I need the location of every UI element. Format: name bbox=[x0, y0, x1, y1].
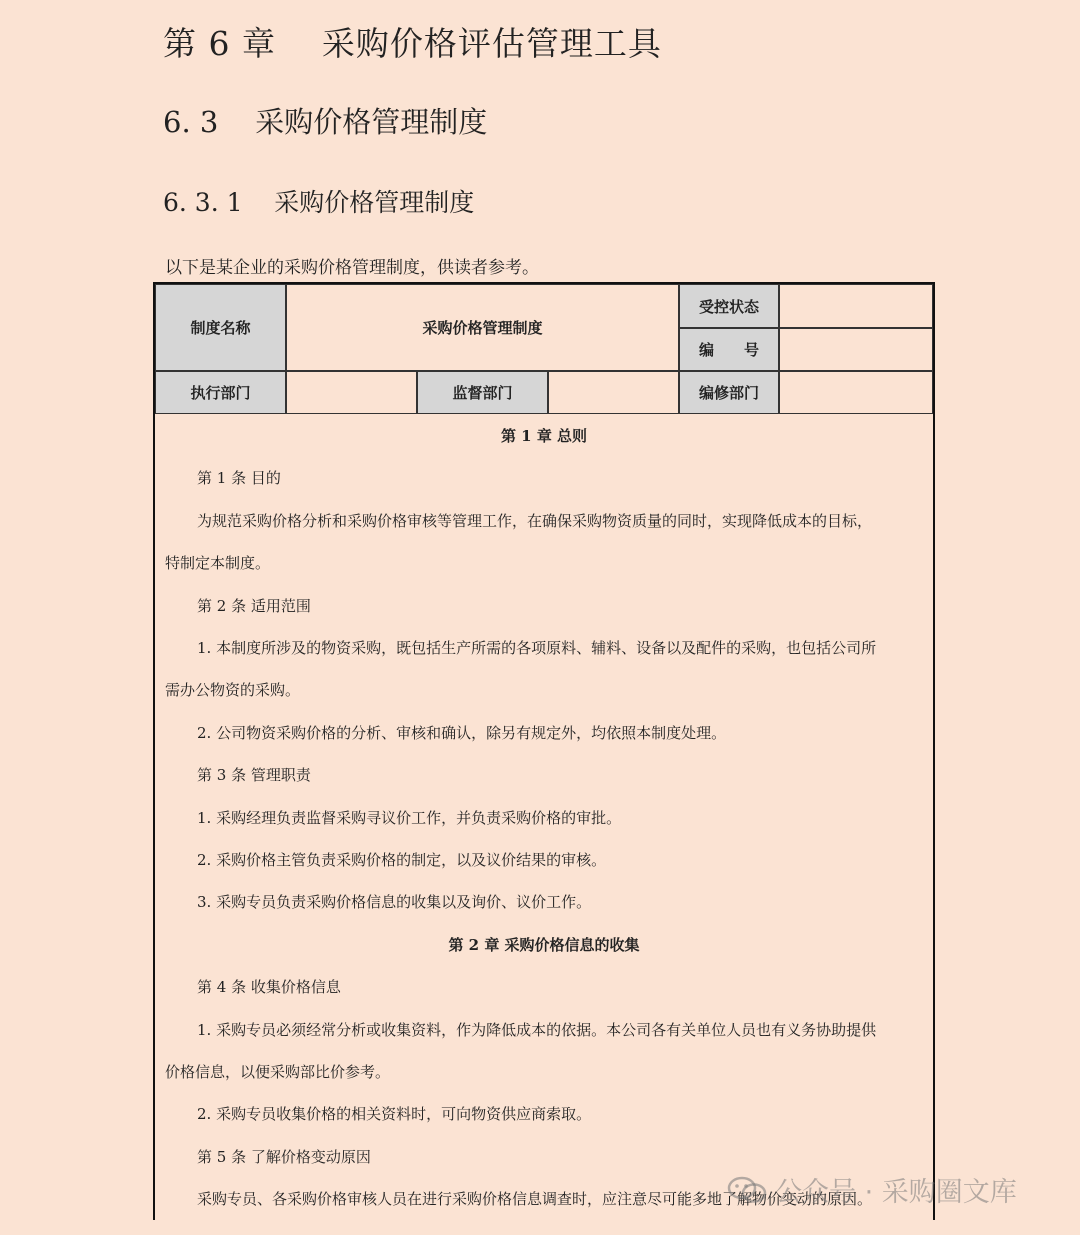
body-text: 1. 本制度所涉及的物资采购，既包括生产所需的各项原料、辅料、设备以及配件的采购，也包括公司所 bbox=[197, 639, 877, 657]
body-text: 2. 采购专员收集价格的相关资料时，可向物资供应商索取。 bbox=[197, 1105, 592, 1124]
body-text: 特制定本制度。 bbox=[165, 554, 271, 573]
body-text: 1. 采购专员必须经常分析或收集资料，作为降低成本的依据。本公司各有关单位人员也有义务协助提供 bbox=[197, 1020, 877, 1039]
body-text: 价格信息，以便采购部比价参考。 bbox=[165, 1063, 391, 1081]
wechat-icon bbox=[727, 1176, 767, 1204]
intro-text: 以下是某企业的采购价格管理制度，供读者参考。 bbox=[165, 258, 539, 278]
clause-title: 第 3 条 管理职责 bbox=[197, 766, 311, 785]
body-text: 采购专员、各采购价格审核人员在进行采购价格信息调查时，应注意尽可能多地了解物价变动的原因。 bbox=[197, 1190, 873, 1209]
regulation-document bbox=[153, 282, 935, 1220]
chapter-title: 第 1 章 总则 bbox=[500, 427, 588, 445]
subsection-heading: 6. 3. 1 采购价格管理制度 bbox=[163, 188, 475, 217]
body-text: 2. 公司物资采购价格的分析、审核和确认，除另有规定外，均依照本制度处理。 bbox=[197, 723, 727, 742]
supervise-dept-label: 监督部门 bbox=[417, 371, 548, 414]
clause-title: 第 5 条 了解价格变动原因 bbox=[197, 1147, 371, 1166]
name-label: 制度名称 bbox=[155, 284, 286, 371]
edit-dept-label: 编修部门 bbox=[679, 371, 779, 414]
clause-title: 第 2 条 适用范围 bbox=[197, 596, 311, 615]
watermark-text: 公众号 · 采购圈文库 bbox=[775, 1177, 1017, 1208]
chapter-title: 第 2 章 采购价格信息的收集 bbox=[448, 935, 640, 954]
name-value: 采购价格管理制度 bbox=[286, 284, 679, 371]
supervise-dept-value bbox=[548, 371, 679, 414]
clause-title: 第 4 条 收集价格信息 bbox=[197, 978, 341, 997]
body-text: 3. 采购专员负责采购价格信息的收集以及询价、议价工作。 bbox=[197, 893, 592, 912]
body-text: 为规范采购价格分析和采购价格审核等管理工作，在确保采购物资质量的同时，实现降低成本的目标， bbox=[197, 511, 873, 530]
number-value bbox=[779, 328, 933, 371]
control-status-value bbox=[779, 284, 933, 328]
body-text: 需办公物资的采购。 bbox=[165, 681, 301, 700]
body-text: 2. 采购价格主管负责采购价格的制定，以及议价结果的审核。 bbox=[197, 851, 607, 869]
chapter-heading: 第 6 章 采购价格评估管理工具 bbox=[163, 24, 662, 63]
section-heading: 6. 3 采购价格管理制度 bbox=[163, 105, 488, 139]
clause-title: 第 1 条 目的 bbox=[197, 469, 281, 488]
exec-dept-label: 执行部门 bbox=[155, 371, 286, 414]
control-status-label: 受控状态 bbox=[679, 284, 779, 328]
exec-dept-value bbox=[286, 371, 417, 414]
body-text: 1. 采购经理负责监督采购寻议价工作，并负责采购价格的审批。 bbox=[197, 808, 622, 827]
edit-dept-value bbox=[779, 371, 933, 414]
number-label: 编 号 bbox=[679, 328, 779, 371]
watermark bbox=[727, 1170, 1017, 1209]
